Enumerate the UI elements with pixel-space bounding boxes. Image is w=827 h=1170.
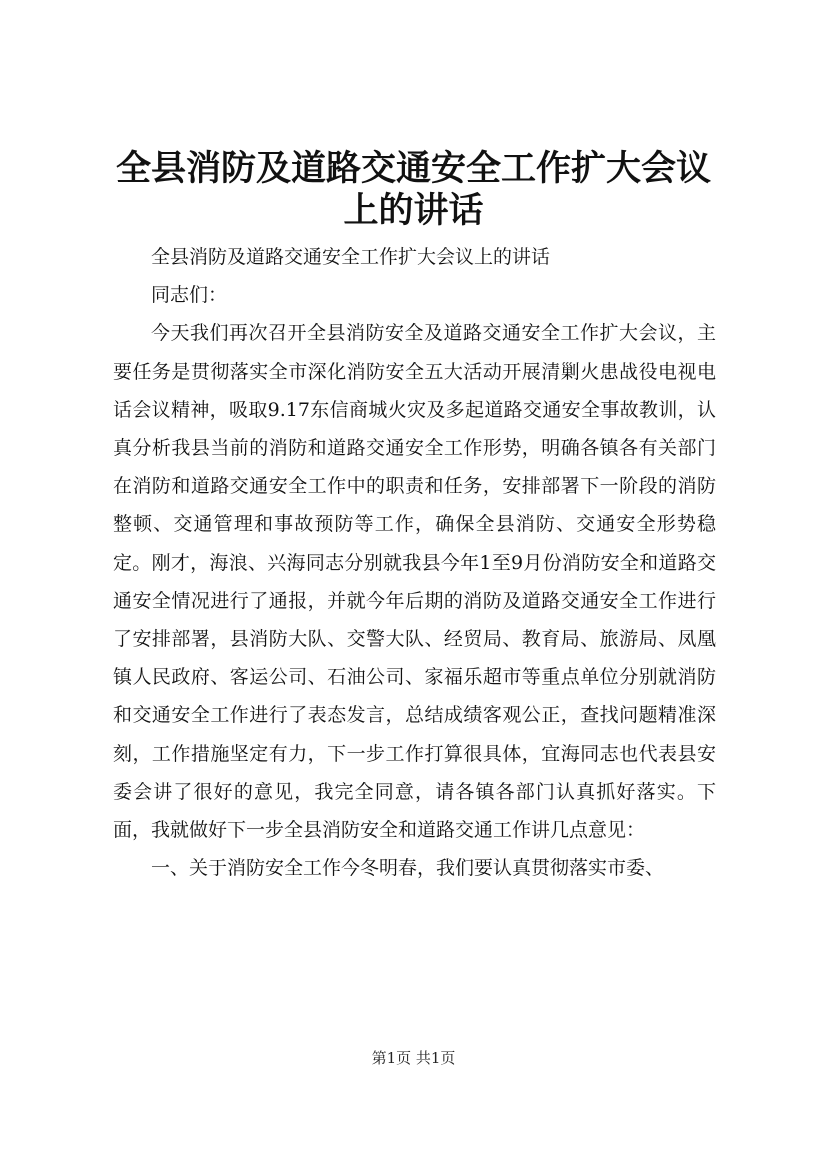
subtitle-paragraph: 全县消防及道路交通安全工作扩大会议上的讲话	[151, 246, 551, 268]
document-title: 全县消防及道路交通安全工作扩大会议上的讲话	[115, 148, 711, 231]
body-paragraph: 今天我们再次召开全县消防安全及道路交通安全工作扩大会议，主要任务是贯彻落实全市深化消防安全五大活动开展清剿火患战役电视电话会议精神，吸取9.17东信商城火灾及多起道路交通安全事故教训，认真分析我县当前的消防和道路交通安全工作形势，明确各镇各有关部门在消防和道路交通安全工作中的职责和任务，安排部署下一阶段的消防整顿、交通管理和事故预防等工作，确保全县消防、交通安全形势稳定。刚才，海浪、兴海同志分别就我县今年1至9月份消防安全和道路交通安全情况进行了通报，并就今年后期的消防及道路交通安全工作进行了安排部署，县消防大队、交警大队、经贸局、教育局、旅游局、凤凰镇人民政府、客运公司、石油公司、家福乐超市等重点单位分别就消防和交通安全工作进行了表态发言，总结成绩客观公正，查找问题精准深刻，工作措施坚定有力，下一步工作打算很具体，宜海同志也代表县安委会讲了很好的意见，我完全同意，请各镇各部门认真抓好落实。下面，我就做好下一步全县消防安全和道路交通工作讲几点意见：	[113, 322, 716, 842]
section-paragraph: 一、关于消防安全工作今冬明春，我们要认真贯彻落实市委、	[151, 857, 665, 880]
salutation-paragraph: 同志们：	[151, 284, 228, 307]
page-footer: 第1页 共1页	[371, 1049, 456, 1067]
document-body	[113, 238, 716, 887]
